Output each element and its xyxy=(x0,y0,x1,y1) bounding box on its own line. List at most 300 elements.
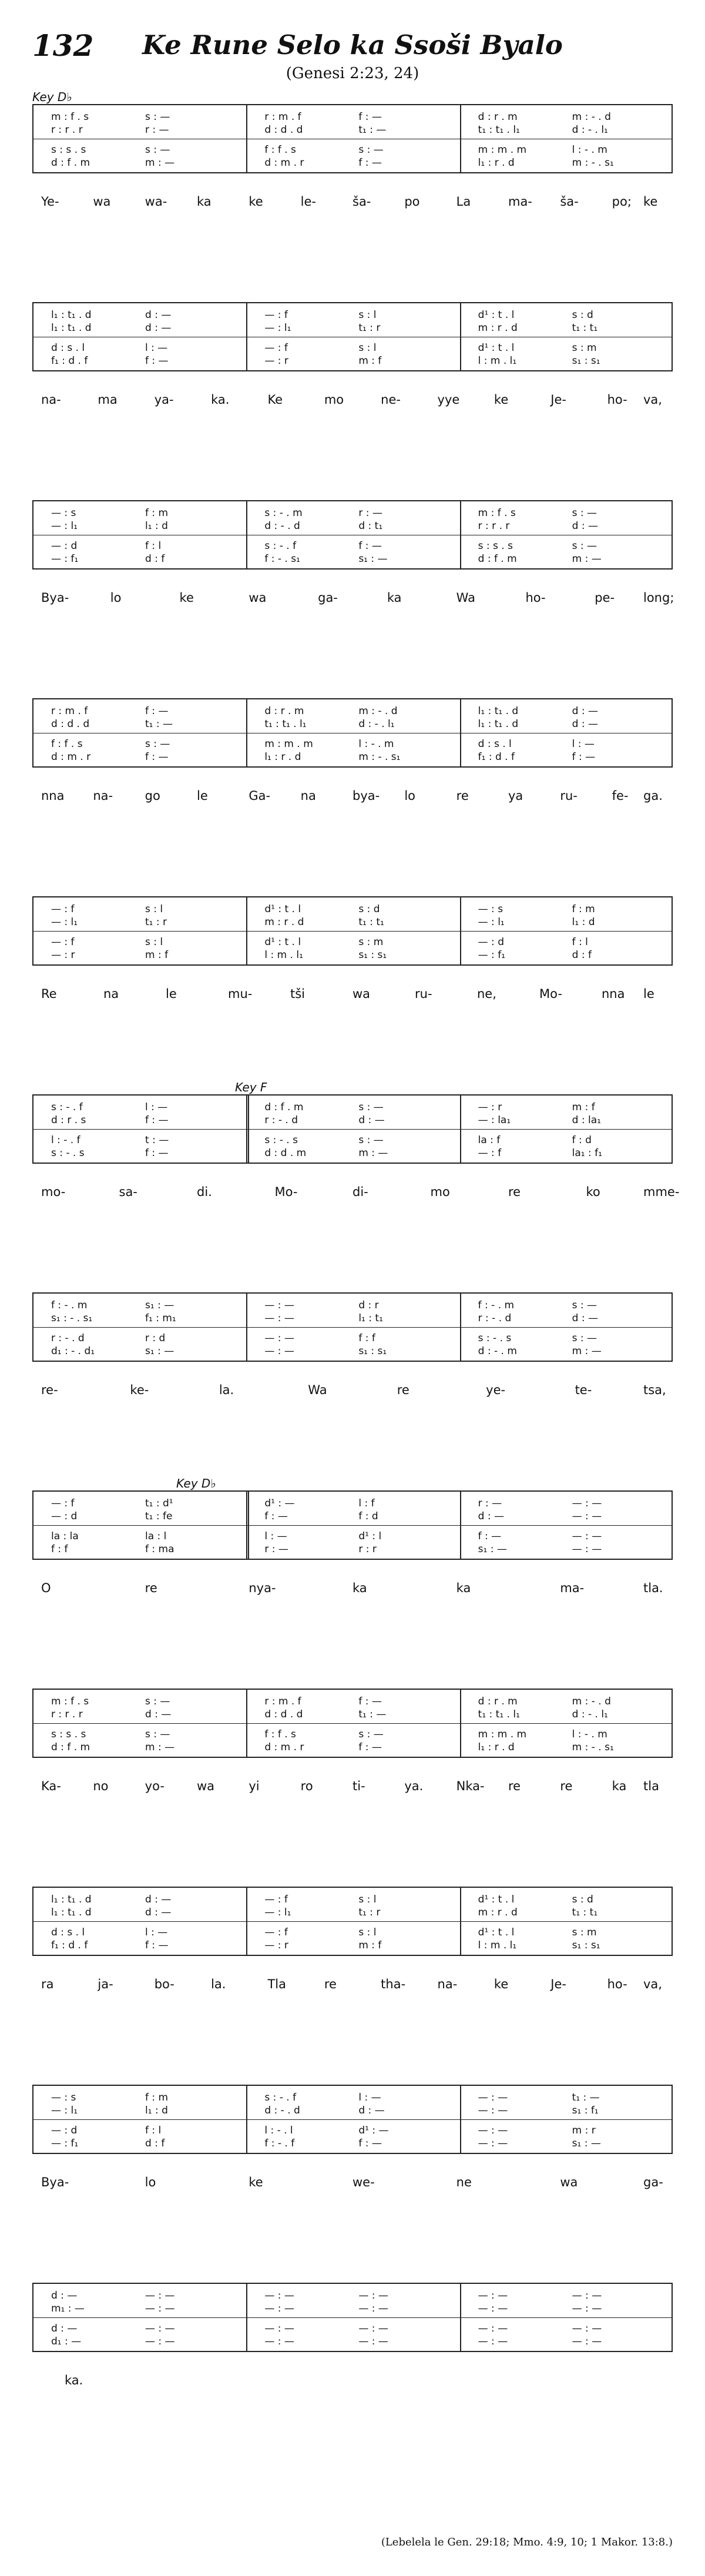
solfa-notation: f : — xyxy=(145,355,169,367)
solfa-notation: — : — xyxy=(572,1530,602,1542)
lyric-syllable: mu- xyxy=(228,987,253,1001)
solfa-notation: — : f xyxy=(478,1147,502,1159)
lyric-syllable: mo xyxy=(430,1185,450,1199)
solfa-notation: m₁ : — xyxy=(51,2303,85,2314)
solfa-notation: — : l₁ xyxy=(478,916,505,928)
solfa-notation: s : — xyxy=(572,1332,597,1344)
solfa-notation: l₁ : d xyxy=(572,916,595,928)
staff-divider xyxy=(33,1921,672,1922)
lyric-syllable: ke xyxy=(643,195,658,209)
lyric-syllable: ka xyxy=(612,1779,627,1793)
solfa-notation: la : la xyxy=(51,1530,79,1542)
solfa-notation: l : — xyxy=(572,738,595,750)
solfa-notation: l : - . f xyxy=(51,1134,80,1146)
solfa-notation: d¹ : t . l xyxy=(264,903,301,915)
solfa-notation: d₁ : - . d₁ xyxy=(51,1345,95,1357)
solfa-notation: d : — xyxy=(145,1894,172,1905)
voice-row xyxy=(33,1298,672,1312)
key-signature: Key D♭ xyxy=(32,90,72,104)
solfa-notation: d : r . m xyxy=(478,1696,518,1707)
solfa-notation: f : — xyxy=(358,111,382,123)
solfa-notation: s₁ : s₁ xyxy=(572,1939,600,1951)
solfa-notation: d₁ : — xyxy=(51,2336,82,2347)
voice-row xyxy=(33,717,672,731)
solfa-notation: d : — xyxy=(358,2105,385,2116)
solfa-notation: l : - . l xyxy=(264,2125,293,2136)
lyric-syllable: ti- xyxy=(352,1779,365,1793)
lyric-syllable: nya- xyxy=(249,1581,276,1595)
lyric-syllable: Ye- xyxy=(41,195,59,209)
lyric-syllable: no xyxy=(93,1779,109,1793)
solfa-notation: — : — xyxy=(145,2336,175,2347)
lyric-syllable: re xyxy=(456,789,469,803)
scripture-reference: (Genesi 2:23, 24) xyxy=(286,65,419,82)
solfa-notation: — : r xyxy=(264,355,288,367)
lyric-syllable: di. xyxy=(197,1185,212,1199)
solfa-notation: s : — xyxy=(145,1729,170,1740)
solfa-notation: s : - . f xyxy=(264,540,297,552)
solfa-notation: f₁ : m₁ xyxy=(145,1312,176,1324)
lyric-line xyxy=(32,983,673,1004)
solfa-notation: t₁ : t₁ . l₁ xyxy=(478,1709,520,1720)
solfa-notation: m : f . s xyxy=(51,111,89,123)
lyric-syllable: na- xyxy=(41,393,61,407)
lyric-syllable: ko xyxy=(586,1185,600,1199)
lyric-syllable: fe- xyxy=(612,789,629,803)
score-system xyxy=(32,1887,673,2009)
solfa-notation: f : — xyxy=(145,1939,169,1951)
solfa-notation: s : — xyxy=(358,1101,384,1113)
solfa-notation: d¹ : t . l xyxy=(264,936,301,948)
voice-row xyxy=(33,902,672,916)
lyric-syllable: bya- xyxy=(352,789,380,803)
solfa-notation: — : — xyxy=(478,2323,508,2334)
solfa-notation: s : l xyxy=(358,342,377,354)
lyric-syllable: ru- xyxy=(560,789,578,803)
voice-row xyxy=(33,750,672,764)
lyric-line xyxy=(32,785,673,806)
score-system xyxy=(32,302,673,424)
solfa-notation: — : — xyxy=(264,2290,294,2302)
solfa-notation: m : - . s₁ xyxy=(572,1741,614,1753)
lyric-syllable: na- xyxy=(93,789,113,803)
lyric-syllable: yi xyxy=(249,1779,260,1793)
solfa-notation: s : s . s xyxy=(51,1729,86,1740)
solfa-notation: d : — xyxy=(572,718,598,730)
solfa-notation: f : f xyxy=(358,1332,375,1344)
solfa-notation: s : s . s xyxy=(51,144,86,156)
solfa-notation: — : l₁ xyxy=(264,1907,291,1918)
voice-row xyxy=(33,2091,672,2105)
lyric-syllable: ka. xyxy=(211,393,230,407)
solfa-notation: s : l xyxy=(145,903,163,915)
solfa-notation: s : — xyxy=(572,507,597,519)
lyric-syllable: ke xyxy=(179,591,194,605)
lyric-syllable: ga- xyxy=(643,2175,663,2189)
solfa-notation: — : f₁ xyxy=(51,2138,79,2149)
lyric-syllable: ne, xyxy=(477,987,496,1001)
solfa-notation: m : f . s xyxy=(51,1696,89,1707)
solfa-notation: s : - . f xyxy=(51,1101,83,1113)
lyric-syllable: le xyxy=(197,789,208,803)
solfa-notation: — : — xyxy=(145,2323,175,2334)
lyric-syllable: yye xyxy=(437,393,460,407)
lyric-syllable: re xyxy=(508,1185,521,1199)
solfa-notation: d : — xyxy=(51,2323,78,2334)
solfa-notation: f : f . s xyxy=(264,1729,296,1740)
solfa-notation: s₁ : — xyxy=(145,1299,174,1311)
solfa-notation: — : — xyxy=(264,2323,294,2334)
solfa-notation: — : — xyxy=(264,2336,294,2347)
solfa-notation: l : m . l₁ xyxy=(264,949,303,961)
voice-row xyxy=(33,321,672,335)
lyric-syllable: la. xyxy=(211,1977,226,1991)
lyric-syllable: ho- xyxy=(525,591,546,605)
solfa-notation: d : f . m xyxy=(51,1741,90,1753)
solfa-notation: s : d xyxy=(358,903,380,915)
voice-row xyxy=(33,1344,672,1358)
solfa-notation: — : d xyxy=(478,936,504,948)
solfa-notation: — : l₁ xyxy=(51,520,78,532)
voice-row xyxy=(33,1133,672,1147)
staff-box xyxy=(32,1094,673,1164)
solfa-notation: — : — xyxy=(358,2323,388,2334)
cross-reference-footnote: (Lebelela le Gen. 29:18; Mmo. 4:9, 10; 1 Makor. 13:8.) xyxy=(381,2536,673,2548)
lyric-line xyxy=(32,1974,673,1995)
solfa-notation: — : f₁ xyxy=(478,949,505,961)
solfa-notation: l₁ : t₁ . d xyxy=(51,322,92,334)
solfa-notation: t₁ : r xyxy=(145,916,167,928)
lyric-syllable: ke xyxy=(494,1977,509,1991)
solfa-notation: s : l xyxy=(145,936,163,948)
voice-row xyxy=(33,1905,672,1920)
solfa-notation: — : r xyxy=(478,1101,502,1113)
solfa-notation: s : — xyxy=(145,1696,170,1707)
solfa-notation: d¹ : — xyxy=(358,2125,389,2136)
solfa-notation: — : d xyxy=(51,1510,78,1522)
solfa-notation: d : r . s xyxy=(51,1114,86,1126)
solfa-notation: s : l xyxy=(358,1927,377,1938)
lyric-syllable: Re xyxy=(41,987,57,1001)
lyric-syllable: we- xyxy=(352,2175,375,2189)
lyric-syllable: re xyxy=(508,1779,521,1793)
solfa-notation: d : - . d xyxy=(264,520,300,532)
solfa-notation: — : — xyxy=(264,1299,294,1311)
lyric-syllable: la. xyxy=(219,1383,234,1397)
lyric-syllable: bo- xyxy=(154,1977,174,1991)
voice-row xyxy=(33,1311,672,1325)
solfa-notation: — : f xyxy=(51,903,75,915)
lyric-syllable: Je- xyxy=(550,1977,566,1991)
lyric-syllable: Mo- xyxy=(539,987,562,1001)
solfa-notation: m : m . m xyxy=(478,144,527,156)
solfa-notation: s₁ : — xyxy=(478,1543,507,1555)
staff-divider xyxy=(33,2317,672,2318)
solfa-notation: d : - . l₁ xyxy=(358,718,395,730)
solfa-notation: d : f xyxy=(145,553,165,565)
solfa-notation: — : f xyxy=(51,936,75,948)
solfa-notation: d : s . l xyxy=(51,1927,85,1938)
lyric-syllable: re- xyxy=(41,1383,58,1397)
voice-row xyxy=(33,1542,672,1556)
solfa-notation: s : d xyxy=(572,309,593,321)
lyric-syllable: ma- xyxy=(508,195,532,209)
lyric-syllable: mme- xyxy=(643,1185,680,1199)
solfa-notation: r : — xyxy=(145,124,169,136)
solfa-notation: m : - . d xyxy=(358,705,398,717)
solfa-notation: m : m . m xyxy=(478,1729,527,1740)
hymn-number: 132 xyxy=(32,28,94,63)
solfa-notation: f : — xyxy=(145,751,169,763)
solfa-notation: d : — xyxy=(572,705,598,717)
solfa-notation: — : l₁ xyxy=(51,916,78,928)
solfa-notation: d : d . d xyxy=(264,124,303,136)
solfa-notation: m : f xyxy=(145,949,169,961)
solfa-notation: — : — xyxy=(478,2336,508,2347)
lyric-syllable: re xyxy=(324,1977,337,1991)
solfa-notation: d : — xyxy=(145,1907,172,1918)
solfa-notation: s₁ : — xyxy=(145,1345,174,1357)
solfa-notation: f : — xyxy=(478,1530,502,1542)
lyric-syllable: ša- xyxy=(352,195,371,209)
solfa-notation: — : s xyxy=(51,2092,76,2103)
score-system xyxy=(32,698,673,820)
solfa-notation: — : — xyxy=(264,1345,294,1357)
solfa-notation: t₁ : t₁ . l₁ xyxy=(478,124,520,136)
solfa-notation: d : — xyxy=(358,1114,385,1126)
solfa-notation: f : — xyxy=(358,1696,382,1707)
voice-row xyxy=(33,1331,672,1345)
solfa-notation: d : — xyxy=(145,322,172,334)
solfa-notation: r : m . f xyxy=(264,1696,301,1707)
voice-row xyxy=(33,308,672,322)
voice-row xyxy=(33,354,672,368)
lyric-syllable: ra xyxy=(41,1977,54,1991)
solfa-notation: r : — xyxy=(478,1498,502,1509)
solfa-notation: m : — xyxy=(145,1741,175,1753)
voice-row xyxy=(33,1509,672,1523)
solfa-notation: — : — xyxy=(572,1510,602,1522)
solfa-notation: — : — xyxy=(478,2290,508,2302)
solfa-notation: — : — xyxy=(145,2290,175,2302)
lyric-syllable: ya- xyxy=(154,393,174,407)
lyric-line xyxy=(32,1181,680,1202)
solfa-notation: d : m . r xyxy=(264,157,304,169)
voice-row xyxy=(33,539,672,553)
solfa-notation: f : f xyxy=(51,1543,68,1555)
voice-row xyxy=(33,1529,672,1543)
staff-divider xyxy=(33,1723,672,1724)
solfa-notation: — : — xyxy=(478,2303,508,2314)
solfa-notation: f : ma xyxy=(145,1543,174,1555)
solfa-notation: — : s xyxy=(478,903,503,915)
score-system xyxy=(32,2283,673,2405)
solfa-notation: d : r . m xyxy=(478,111,518,123)
voice-row xyxy=(33,2136,672,2150)
solfa-notation: d : - . m xyxy=(478,1345,517,1357)
lyric-syllable: long; xyxy=(643,591,674,605)
solfa-notation: s : — xyxy=(145,144,170,156)
lyric-syllable: va, xyxy=(643,393,662,407)
solfa-notation: s : - . s xyxy=(51,1147,85,1159)
solfa-notation: t₁ : — xyxy=(358,124,387,136)
lyric-syllable: wa xyxy=(93,195,111,209)
staff-box xyxy=(32,1887,673,1956)
lyric-syllable: mo xyxy=(324,393,344,407)
voice-row xyxy=(33,2302,672,2316)
score-system xyxy=(32,1689,673,1811)
lyric-syllable: po xyxy=(404,195,420,209)
voice-row xyxy=(33,2123,672,2138)
solfa-notation: f : — xyxy=(264,1510,288,1522)
solfa-notation: d : — xyxy=(145,1709,172,1720)
solfa-notation: m : - . d xyxy=(572,1696,611,1707)
solfa-notation: — : — xyxy=(358,2290,388,2302)
hymn-title: Ke Rune Selo ka Ssoši Byalo xyxy=(142,29,563,61)
voice-row xyxy=(33,915,672,929)
solfa-notation: — : — xyxy=(572,2303,602,2314)
staff-divider xyxy=(33,931,672,932)
voice-row xyxy=(33,2289,672,2303)
voice-row xyxy=(33,156,672,170)
lyric-syllable: pe- xyxy=(595,591,615,605)
lyric-syllable: Bya- xyxy=(41,2175,69,2189)
lyric-syllable: ke xyxy=(249,195,263,209)
lyric-syllable: mo- xyxy=(41,1185,66,1199)
key-signature: Key D♭ xyxy=(176,1476,216,1490)
solfa-notation: f₁ : d . f xyxy=(51,1939,88,1951)
solfa-notation: m : r . d xyxy=(264,916,304,928)
voice-row xyxy=(33,1925,672,1939)
solfa-notation: — : f xyxy=(264,342,288,354)
staff-box xyxy=(32,1490,673,1560)
solfa-notation: f : m xyxy=(145,2092,169,2103)
lyric-syllable: Tla xyxy=(267,1977,286,1991)
lyric-syllable: wa xyxy=(249,591,267,605)
solfa-notation: t₁ : d¹ xyxy=(145,1498,173,1509)
solfa-notation: l₁ : t₁ . d xyxy=(51,1894,92,1905)
lyric-syllable: ma xyxy=(98,393,118,407)
solfa-notation: m : — xyxy=(145,157,175,169)
staff-box xyxy=(32,2283,673,2352)
lyric-syllable: Bya- xyxy=(41,591,69,605)
solfa-notation: — : d xyxy=(51,2125,78,2136)
solfa-notation: — : — xyxy=(572,2290,602,2302)
lyric-syllable: ja- xyxy=(98,1977,113,1991)
voice-row xyxy=(33,1496,672,1510)
solfa-notation: — : f xyxy=(264,1894,288,1905)
voice-row xyxy=(33,1727,672,1741)
staff-divider xyxy=(33,1327,672,1328)
solfa-notation: m : f xyxy=(358,1939,382,1951)
solfa-notation: f : — xyxy=(145,705,169,717)
lyric-syllable: tsa, xyxy=(643,1383,666,1397)
solfa-notation: t₁ : t₁ . l₁ xyxy=(264,718,307,730)
solfa-notation: t₁ : t₁ xyxy=(572,322,598,334)
solfa-notation: l : m . l₁ xyxy=(478,1939,517,1951)
solfa-notation: s₁ : — xyxy=(572,2138,601,2149)
lyric-syllable: ka xyxy=(197,195,212,209)
lyric-line xyxy=(32,389,673,410)
solfa-notation: m : m . m xyxy=(264,738,313,750)
solfa-notation: s : — xyxy=(358,1134,384,1146)
solfa-notation: d¹ : — xyxy=(264,1498,295,1509)
lyric-syllable: tha- xyxy=(381,1977,406,1991)
voice-row xyxy=(33,948,672,962)
lyric-line xyxy=(32,191,673,212)
lyric-syllable: re xyxy=(560,1779,573,1793)
solfa-notation: l : f xyxy=(358,1498,375,1509)
solfa-notation: s₁ : - . s₁ xyxy=(51,1312,93,1324)
lyric-syllable: ga- xyxy=(318,591,338,605)
lyric-syllable: wa xyxy=(197,1779,215,1793)
solfa-notation: s : - . m xyxy=(264,507,303,519)
solfa-notation: f : l xyxy=(572,936,588,948)
solfa-notation: r : r . r xyxy=(478,520,510,532)
solfa-notation: m : f xyxy=(572,1101,595,1113)
solfa-notation: m : — xyxy=(358,1147,388,1159)
lyric-syllable: tla. xyxy=(643,1581,663,1595)
solfa-notation: d : - . d xyxy=(264,2105,300,2116)
lyric-syllable: le xyxy=(166,987,177,1001)
solfa-notation: — : d xyxy=(51,540,78,552)
solfa-notation: l : — xyxy=(145,342,168,354)
solfa-notation: — : — xyxy=(478,2125,508,2136)
solfa-notation: — : r xyxy=(264,1939,288,1951)
solfa-notation: d : — xyxy=(145,309,172,321)
solfa-notation: — : — xyxy=(572,2336,602,2347)
solfa-notation: f : — xyxy=(358,1741,382,1753)
lyric-syllable: wa xyxy=(352,987,371,1001)
lyric-syllable: yo- xyxy=(145,1779,164,1793)
solfa-notation: t₁ : t₁ xyxy=(358,916,384,928)
solfa-notation: d : s . l xyxy=(51,342,85,354)
solfa-notation: l₁ : t₁ . d xyxy=(478,718,519,730)
lyric-syllable: ru- xyxy=(415,987,432,1001)
solfa-notation: r : - . d xyxy=(51,1332,85,1344)
voice-row xyxy=(33,341,672,355)
voice-row xyxy=(33,2103,672,2118)
voice-row xyxy=(33,1100,672,1114)
solfa-notation: m : f xyxy=(358,355,382,367)
lyric-syllable: le xyxy=(643,987,654,1001)
solfa-notation: t₁ : r xyxy=(358,322,381,334)
lyric-syllable: wa- xyxy=(145,195,167,209)
voice-row xyxy=(33,1707,672,1721)
solfa-notation: d : - . l₁ xyxy=(572,1709,608,1720)
lyric-syllable: le- xyxy=(300,195,316,209)
solfa-notation: d : m . r xyxy=(264,1741,304,1753)
lyric-syllable: ya xyxy=(508,789,523,803)
solfa-notation: d¹ : t . l xyxy=(478,1894,515,1905)
voice-row xyxy=(33,519,672,533)
solfa-notation: d : t₁ xyxy=(358,520,383,532)
voice-row xyxy=(33,1938,672,1952)
lyric-syllable: Ka- xyxy=(41,1779,61,1793)
staff-divider xyxy=(33,2119,672,2120)
lyric-syllable: nna xyxy=(41,789,65,803)
solfa-notation: s : — xyxy=(145,738,170,750)
solfa-notation: — : — xyxy=(478,2138,508,2149)
lyric-syllable: te- xyxy=(575,1383,592,1397)
solfa-notation: — : — xyxy=(572,2323,602,2334)
lyric-syllable: Mo- xyxy=(274,1185,298,1199)
solfa-notation: t₁ : — xyxy=(358,1709,387,1720)
voice-row xyxy=(33,2322,672,2336)
voice-row xyxy=(33,143,672,157)
solfa-notation: d¹ : t . l xyxy=(478,342,515,354)
lyric-syllable: ka. xyxy=(65,2373,83,2387)
